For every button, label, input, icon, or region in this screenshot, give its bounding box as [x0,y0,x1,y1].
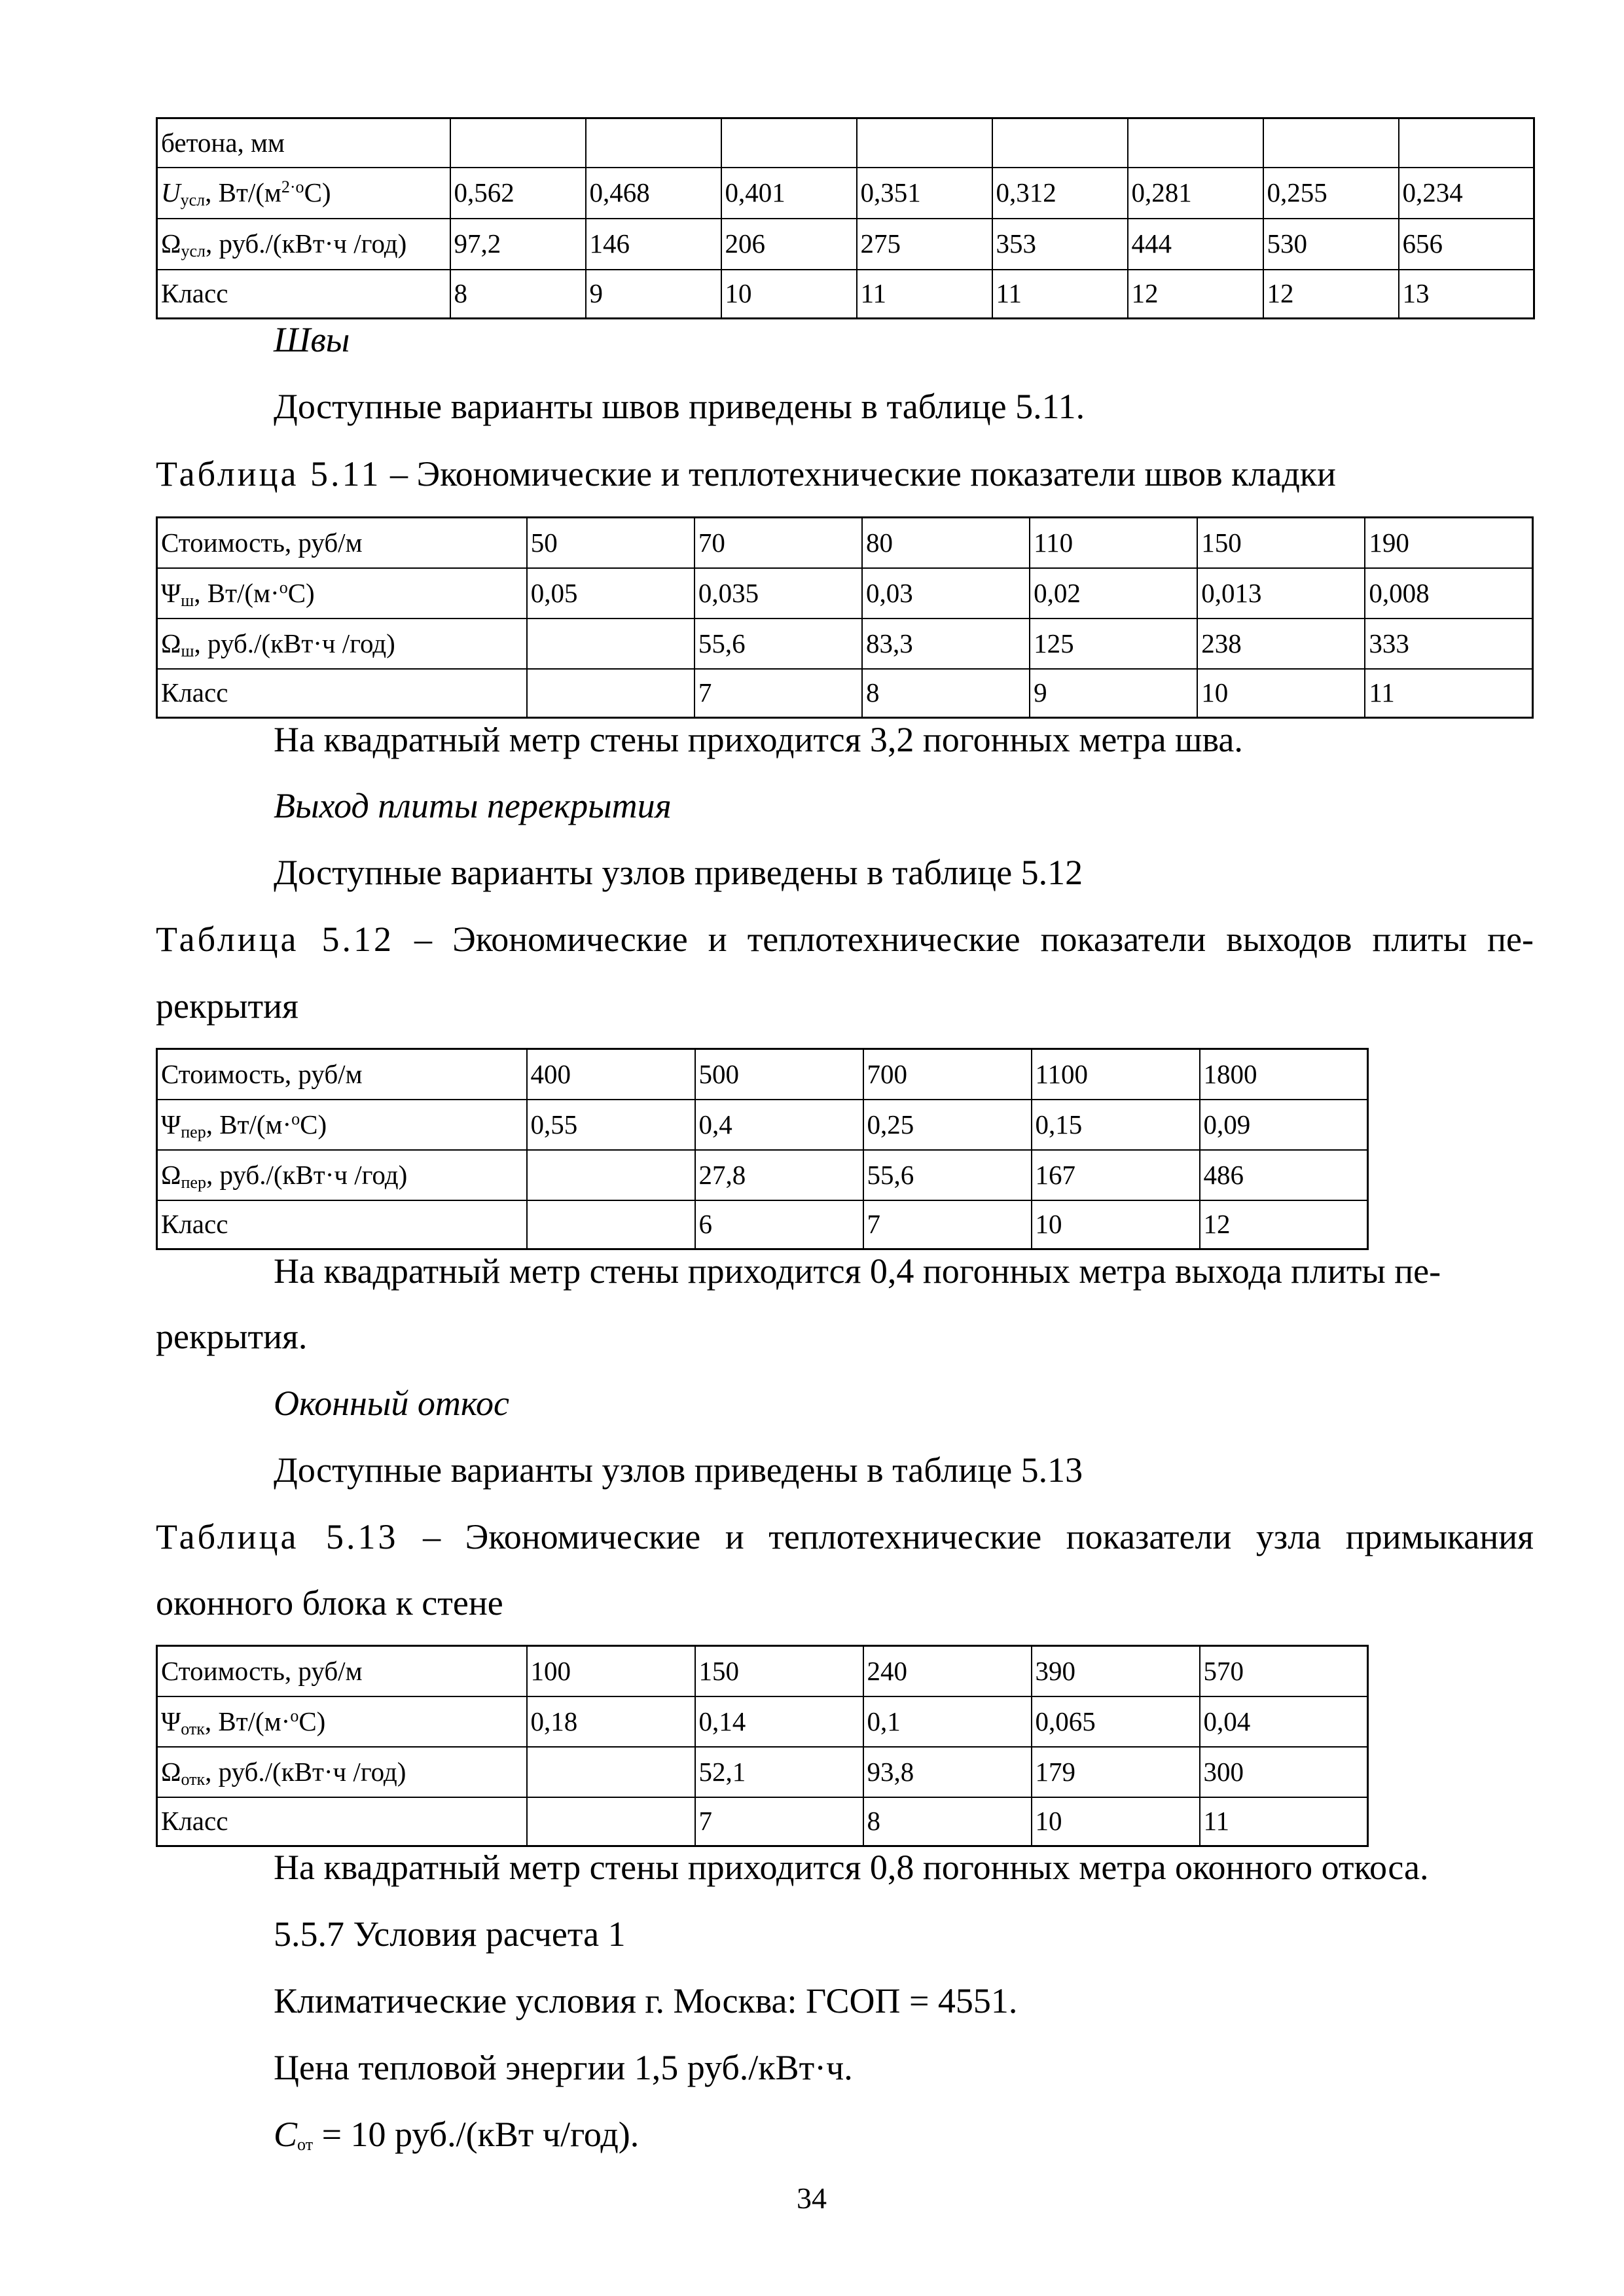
table-cell [857,118,992,168]
table-cell: 12 [1128,270,1263,319]
table-cell [527,619,695,669]
table-row [157,1747,1368,1797]
table-caption-5-12: Таблица 5.12 – Экономические и теплотехнические показатели выходов плиты пе- [156,920,1534,959]
table-row [157,219,1534,270]
table-cell: 55,6 [695,619,862,669]
table-row [157,669,1533,718]
table-cell: 0,03 [862,568,1030,619]
table-cell: 1100 [1032,1049,1200,1100]
table-row [157,1797,1368,1846]
table-cell [1399,118,1534,168]
table-cell: 55,6 [863,1150,1032,1200]
row-label: Стоимость, руб/м [157,518,527,568]
subheading-window: Оконный откос [274,1384,510,1423]
table-row [157,518,1533,568]
table-cell: 13 [1399,270,1534,319]
table-cell: 0,468 [586,168,721,219]
table-cell: 0,4 [695,1100,863,1150]
table-cell: 97,2 [450,219,586,270]
row-label: $\Omega_ш$, руб./(кВт·ч /год) [157,619,527,669]
table-cell: 1800 [1200,1049,1368,1100]
table-cell: 10 [1032,1200,1200,1249]
table-cell: 10 [721,270,857,319]
table-cell: 0,18 [527,1696,695,1747]
row-label: Стоимость, руб/м [157,1646,527,1696]
row-label: бетона, мм [157,118,450,168]
table-cell: 125 [1030,619,1197,669]
page-number: 34 [797,2181,827,2215]
table-cell: 300 [1200,1747,1368,1797]
table-cell: 400 [527,1049,695,1100]
table-cell: 0,25 [863,1100,1032,1150]
table-cell: 7 [695,1797,863,1846]
row-label: $\Psi_ш$, Вт/(м·$^о$С) [157,568,527,619]
table-cell: 8 [450,270,586,319]
row-label: Класс [157,1797,527,1846]
row-label: Класс [157,669,527,718]
table-cell [721,118,857,168]
table-cell [527,1797,695,1846]
paragraph-energy-price: Цена тепловой энергии 1,5 руб./кВт·ч. [274,2048,853,2087]
table-row [157,270,1534,319]
table-row [157,1100,1368,1150]
table-caption-5-12-cont: рекрытия [156,986,298,1026]
table-cell: 150 [695,1646,863,1696]
table-cell: 0,14 [695,1696,863,1747]
paragraph-slab-available: Доступные варианты узлов приведены в таблице 5.12 [274,853,1083,892]
table-5-12 [156,1048,1369,1250]
table-cell: 93,8 [863,1747,1032,1797]
row-label: $\Omega_{отк}$, руб./(кВт·ч /год) [157,1747,527,1797]
table-cell: 0,008 [1365,568,1532,619]
table-cell [992,118,1128,168]
table-cell: 206 [721,219,857,270]
table-cell: 0,401 [721,168,857,219]
row-label: $\Omega_{усл}$, руб./(кВт·ч /год) [157,219,450,270]
table-cell: 11 [1200,1797,1368,1846]
table-cell: 0,562 [450,168,586,219]
table-cell [527,669,695,718]
table-cell: 6 [695,1200,863,1249]
table-cell: 10 [1197,669,1365,718]
table-cell: 390 [1032,1646,1200,1696]
table-cell: 150 [1197,518,1365,568]
subheading-seams: Швы [274,320,350,359]
table-cell: 110 [1030,518,1197,568]
table-prev [156,117,1535,319]
table-cell [450,118,586,168]
subheading-slab: Выход плиты перекрытия [274,786,672,825]
table-cell: 486 [1200,1150,1368,1200]
table-cell: 0,1 [863,1696,1032,1747]
table-cell: 167 [1032,1150,1200,1200]
table-cell: 11 [992,270,1128,319]
table-cell: 240 [863,1646,1032,1696]
table-cell: 9 [586,270,721,319]
table-cell: 9 [1030,669,1197,718]
table-cell: 570 [1200,1646,1368,1696]
table-row [157,1200,1368,1249]
row-label: $\Omega_{пер}$, руб./(кВт·ч /год) [157,1150,527,1200]
table-cell: 7 [863,1200,1032,1249]
table-caption-5-11: Таблица 5.11 – Экономические и теплотехнические показатели швов кладки [156,454,1336,493]
table-cell: 8 [863,1797,1032,1846]
table-cell: 530 [1263,219,1399,270]
table-cell: 190 [1365,518,1532,568]
table-cell [586,118,721,168]
table-cell: 80 [862,518,1030,568]
table-row [157,1150,1368,1200]
table-cell: 275 [857,219,992,270]
table-cell: 700 [863,1049,1032,1100]
table-5-11 [156,516,1534,719]
table-cell: 238 [1197,619,1365,669]
row-label: $U_{усл}$, $Вт/(м^{2\cdot о}С)$ [157,168,450,219]
table-cell: 0,05 [527,568,695,619]
table-cell: 0,15 [1032,1100,1200,1150]
table-cell: 0,255 [1263,168,1399,219]
table-cell: 179 [1032,1747,1200,1797]
paragraph-slab-per-m2-cont: рекрытия. [156,1317,308,1356]
table-cell: 444 [1128,219,1263,270]
table-cell: 12 [1263,270,1399,319]
paragraph-seams-per-m2: На квадратный метр стены приходится 3,2 погонных метра шва. [274,720,1243,759]
table-caption-5-13-cont: оконного блока к стене [156,1583,503,1623]
row-label: Класс [157,1200,527,1249]
paragraph-cot: $C_{от} = 10$ руб./(кВт ч/год). [274,2115,640,2154]
table-row [157,1646,1368,1696]
table-cell: 10 [1032,1797,1200,1846]
table-cell: 8 [862,669,1030,718]
table-5-13 [156,1645,1369,1847]
paragraph-window-per-m2: На квадратный метр стены приходится 0,8 погонных метра оконного откоса. [274,1848,1429,1887]
row-label: Класс [157,270,450,319]
table-caption-5-13: Таблица 5.13 – Экономические и теплотехнические показатели узла примыкания [156,1517,1534,1556]
table-cell: 0,234 [1399,168,1534,219]
table-cell: 0,065 [1032,1696,1200,1747]
table-cell: 353 [992,219,1128,270]
table-cell: 0,312 [992,168,1128,219]
paragraph-seams-available: Доступные варианты швов приведены в таблице 5.11. [274,387,1085,426]
table-cell: 500 [695,1049,863,1100]
row-label: $\Psi_{отк}$, Вт/(м·$^о$С) [157,1696,527,1747]
paragraph-climate: Климатические условия г. Москва: ГСОП = 4551. [274,1981,1018,2020]
table-cell: 52,1 [695,1747,863,1797]
table-cell: 0,281 [1128,168,1263,219]
table-cell: 11 [1365,669,1532,718]
table-row [157,1696,1368,1747]
paragraph-window-available: Доступные варианты узлов приведены в таблице 5.13 [274,1450,1083,1490]
table-cell: 50 [527,518,695,568]
table-cell: 0,04 [1200,1696,1368,1747]
table-cell [527,1200,695,1249]
table-cell [527,1747,695,1797]
table-row [157,1049,1368,1100]
table-cell: 7 [695,669,862,718]
table-cell: 11 [857,270,992,319]
table-cell: 333 [1365,619,1532,669]
table-cell [1263,118,1399,168]
table-cell [1128,118,1263,168]
table-cell: 656 [1399,219,1534,270]
table-cell: 83,3 [862,619,1030,669]
table-cell: 70 [695,518,862,568]
table-cell: 0,013 [1197,568,1365,619]
table-cell: 0,02 [1030,568,1197,619]
table-cell: 12 [1200,1200,1368,1249]
table-cell: 0,09 [1200,1100,1368,1150]
table-row [157,619,1533,669]
table-cell: 0,035 [695,568,862,619]
table-cell: 100 [527,1646,695,1696]
table-cell [527,1150,695,1200]
section-heading-5-5-7: 5.5.7 Условия расчета 1 [274,1914,626,1954]
table-cell: 0,351 [857,168,992,219]
row-label: $\Psi_{пер}$, Вт/(м·$^о$С) [157,1100,527,1150]
table-row [157,568,1533,619]
table-cell: 0,55 [527,1100,695,1150]
table-row [157,168,1534,219]
table-row [157,118,1534,168]
row-label: Стоимость, руб/м [157,1049,527,1100]
table-cell: 146 [586,219,721,270]
table-cell: 27,8 [695,1150,863,1200]
paragraph-slab-per-m2: На квадратный метр стены приходится 0,4 погонных метра выхода плиты пе- [274,1251,1441,1291]
